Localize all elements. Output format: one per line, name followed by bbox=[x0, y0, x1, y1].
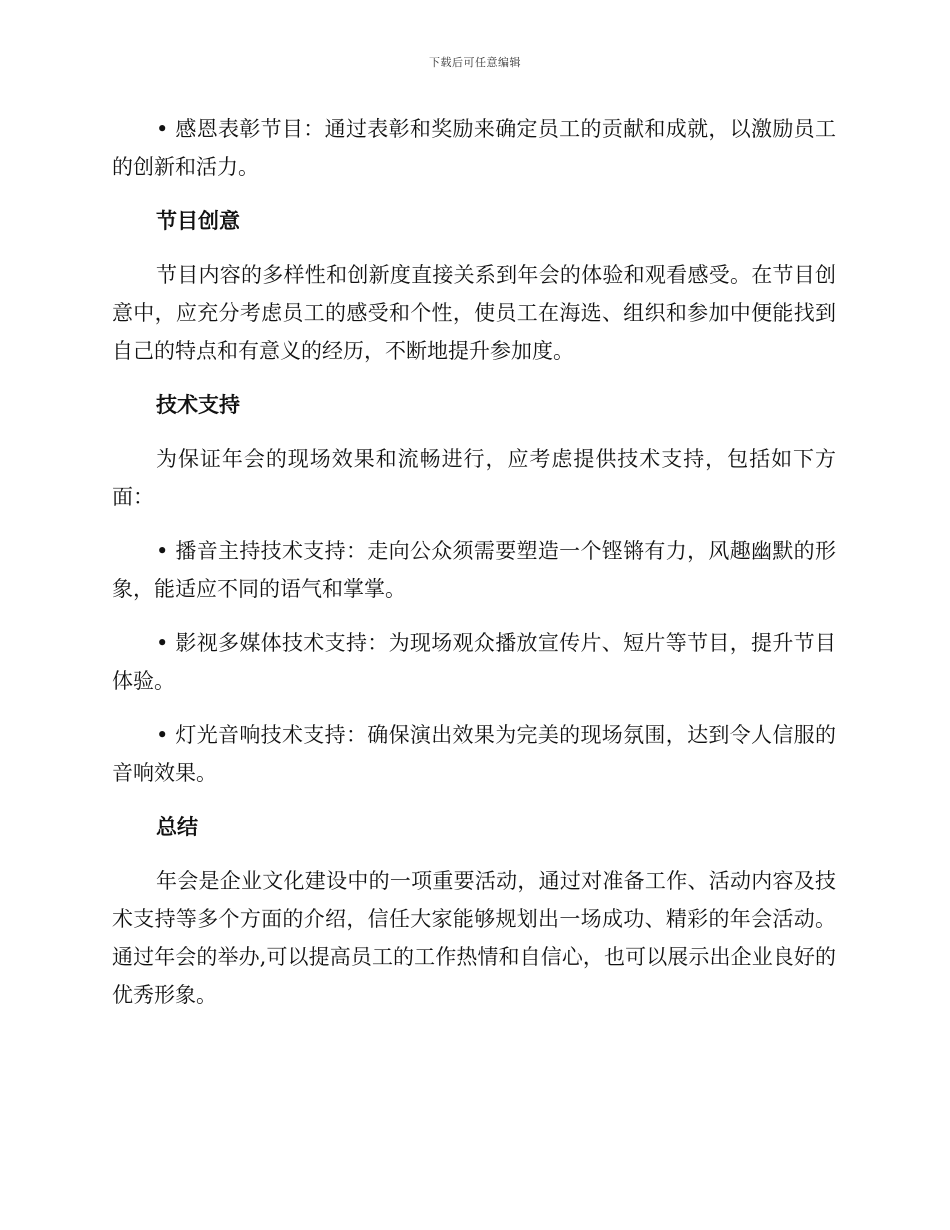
paragraph-award-program: • 感恩表彰节目：通过表彰和奖励来确定员工的贡献和成就，以激励员工的创新和活力。 bbox=[112, 117, 836, 179]
header-note: 下载后可任意编辑 bbox=[429, 56, 521, 69]
paragraph-lighting-sound-support: • 灯光音响技术支持：确保演出效果为完美的现场氛围，达到令人信服的音响效果。 bbox=[112, 723, 836, 785]
section-heading-program-creativity: 节目创意 bbox=[156, 209, 240, 233]
document-body bbox=[112, 110, 836, 1030]
paragraph-hosting-support: • 播音主持技术支持：走向公众须需要塑造一个铿锵有力，风趣幽默的形象，能适应不同的语气和掌掌。 bbox=[112, 539, 836, 601]
paragraph-summary: 年会是企业文化建设中的一项重要活动，通过对准备工作、活动内容及技术支持等多个方面的介绍，信任大家能够规划出一场成功、精彩的年会活动。通过年会的举办,可以提高员工的工作热情和自信心，也可以展示出企业良好的优秀形象。 bbox=[112, 869, 836, 1007]
paragraph-program-creativity: 节目内容的多样性和创新度直接关系到年会的体验和观看感受。在节目创意中，应充分考虑员工的感受和个性，使员工在海选、组织和参加中便能找到自己的特点和有意义的经历，不断地提升参加度。 bbox=[112, 263, 836, 363]
section-heading-tech-support: 技术支持 bbox=[156, 393, 240, 417]
paragraph-tech-support-intro: 为保证年会的现场效果和流畅进行，应考虑提供技术支持，包括如下方面： bbox=[112, 447, 836, 509]
paragraph-multimedia-support: • 影视多媒体技术支持：为现场观众播放宣传片、短片等节目，提升节目体验。 bbox=[112, 631, 836, 693]
section-heading-summary: 总结 bbox=[156, 815, 198, 839]
